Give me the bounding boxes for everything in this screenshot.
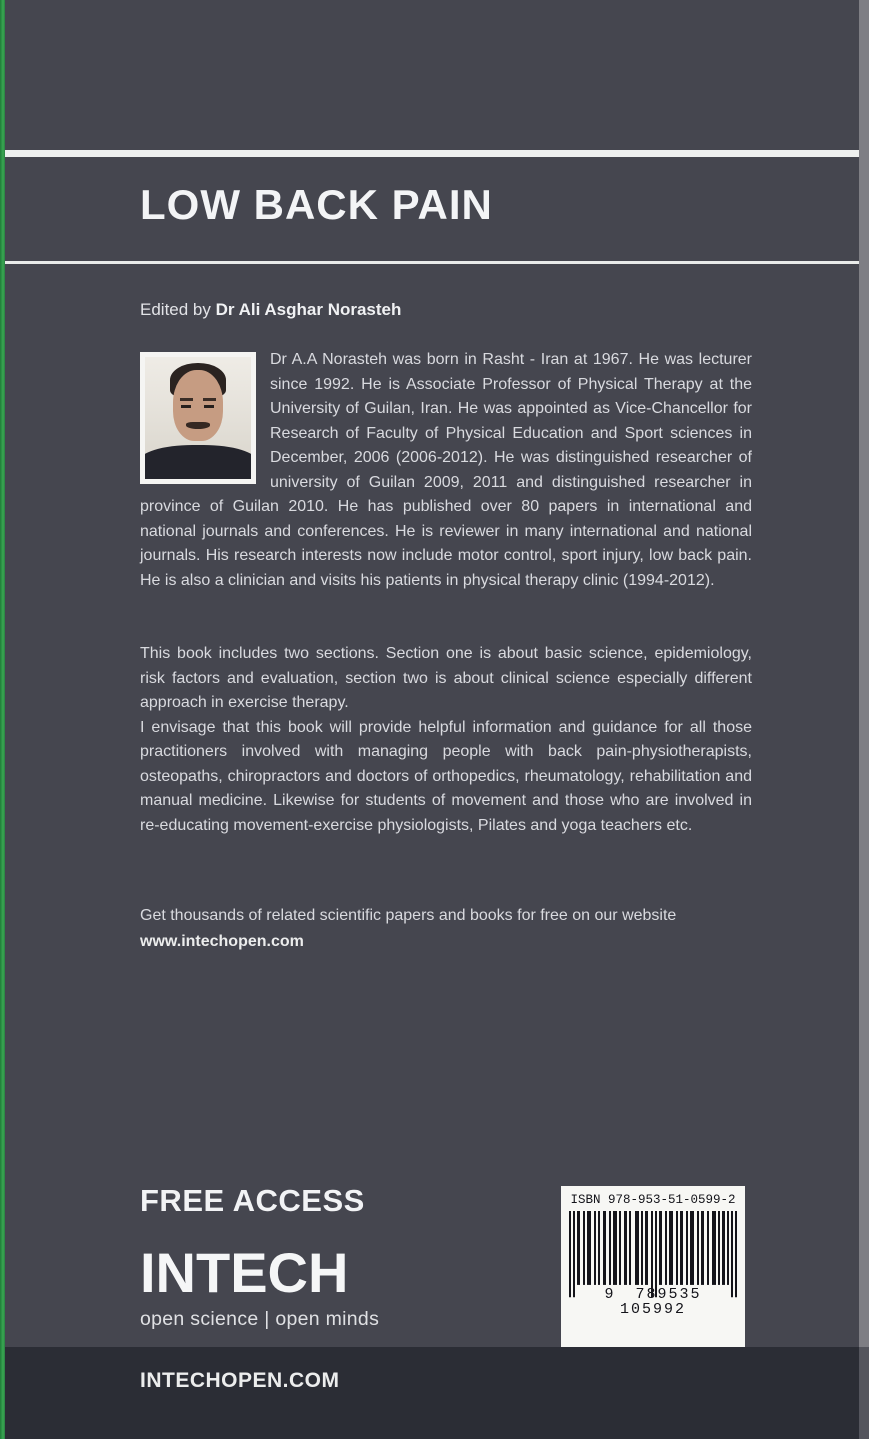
portrait-shoulders [140, 445, 256, 482]
isbn-barcode [561, 1186, 745, 1347]
description-paragraph-2: I envisage that this book will provide helpful information and guidance for all those practitioners involved with managing people with back pain-physiotherapists, osteopaths, chiropractors and doctors of orthopedics, rheumatology, rehabilitation and manual medicine. Likewise for students of movement and those who are involved in re-educating movement-exercise physiologists, Pilates and yoga teachers etc. [140, 718, 752, 834]
publisher-logo-block [140, 1241, 380, 1331]
top-divider-line [5, 150, 859, 157]
portrait-eye [181, 405, 191, 408]
intech-logo: INTECH [140, 1241, 349, 1304]
book-description [140, 642, 752, 838]
editor-bio-text: Dr A.A Norasteh was born in Rasht - Iran at 1967. He was lecturer since 1992. He is Associate Professor of Physical Therapy at the University of Guilan, Iran. He was appointed as Vice-Chancellor for Research of Faculty of Physical Education and Sport sciences in December, 2006 (2006-2012). He was distinguished researcher of university of Guilan 2009, 2011 and distinguished researcher in province of Guilan 2010. He has published over 80 papers in international and national journals and conferences. He is reviewer in many international and national journals. His research interests now include motor control, sport injury, low back pain. He is also a clinician and visits his patients in physical therapy clinic (1994-2012). [140, 351, 752, 589]
title-divider-line [5, 261, 859, 264]
left-edge-green-strip [0, 0, 5, 1439]
editor-portrait-photo [140, 352, 256, 484]
publisher-tagline: open science | open minds [140, 1308, 380, 1330]
edited-by-line [140, 300, 401, 320]
book-title: LOW BACK PAIN [140, 181, 493, 228]
editor-bio-block [140, 348, 752, 593]
editor-name: Dr Ali Asghar Norasteh [215, 300, 402, 319]
website-note-block [140, 903, 760, 955]
right-edge-gray-strip [859, 0, 869, 1439]
footer-url: INTECHOPEN.COM [140, 1369, 340, 1392]
portrait-mustache [186, 422, 209, 429]
isbn-label: ISBN 978-953-51-0599-2 [570, 1193, 736, 1207]
portrait-eyebrow [203, 398, 216, 401]
edited-by-prefix: Edited by [140, 300, 216, 319]
description-paragraph-1: This book includes two sections. Section one is about basic science, epidemiology, risk factors and evaluation, section two is about clinical science especially different approach in exercise therapy. [140, 645, 752, 711]
portrait-eyebrow [180, 398, 193, 401]
free-access-label: FREE ACCESS [140, 1183, 365, 1218]
portrait-eye [204, 405, 214, 408]
website-url: www.intechopen.com [140, 933, 304, 950]
barcode-number: 9 789535 105992 [604, 1286, 702, 1318]
website-note: Get thousands of related scientific papers and books for free on our website [140, 907, 677, 924]
bottom-dark-band [0, 1347, 869, 1439]
